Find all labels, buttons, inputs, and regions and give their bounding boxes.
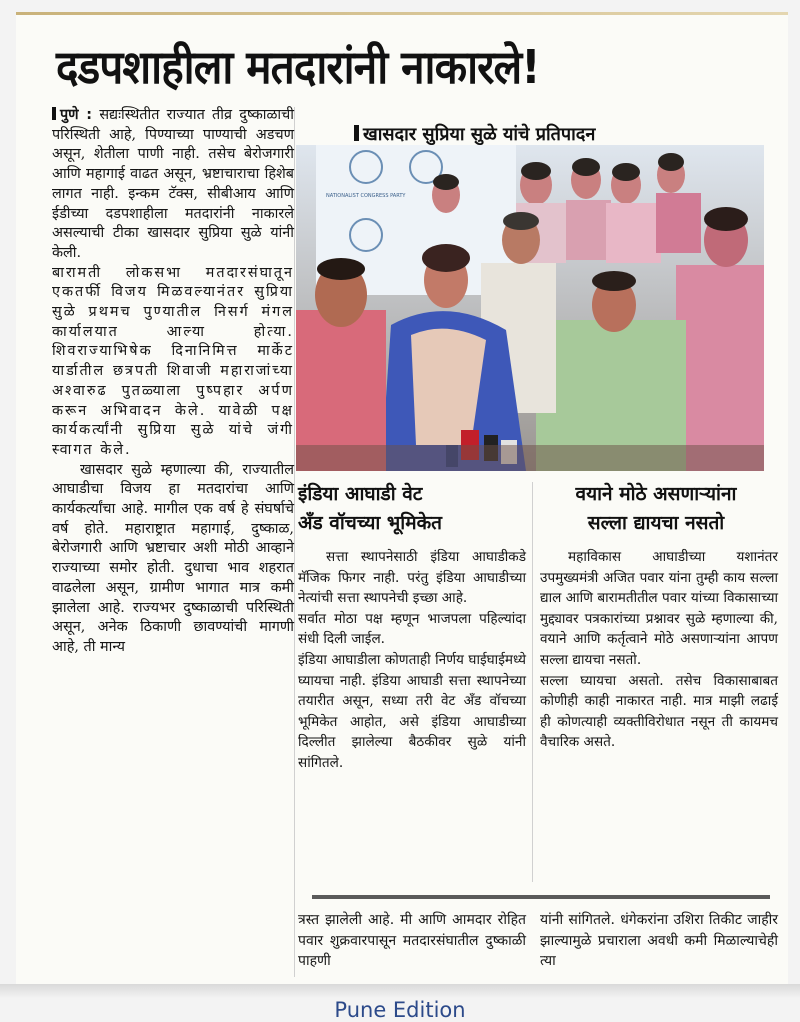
paragraph: सत्ता स्थापनेसाठी इंडिया आघाडीकडे मॅजिक फिगर नाही. परंतु इंडिया आघाडीच्या नेत्यांची सत्ता स्थापनेची इच्छा आहे. [298,549,526,607]
article-column-2-continued [298,910,526,972]
article-column-3-continued [540,910,778,972]
heading-line: वयाने मोठे असणाऱ्यांना [575,483,737,505]
heading-line: अँड वॉचच्या भूमिकेत [298,512,442,534]
banner-text: NATIONALIST CONGRESS PARTY [326,193,406,199]
paragraph: यांनी सांगितले. धंगेकरांना उशिरा तिकीट जाहीर झाल्यामुळे प्रचाराला अवधी कमी मिळाल्याचेही त्या [540,912,778,970]
bullet-marker [52,107,56,120]
paragraph: इंडिया आघाडीला कोणताही निर्णय घाईघाईमध्ये घ्यायचा नाही. इंडिया आघाडी सत्ता स्थापनेच्या तयारीत असून, सध्या तरी वेट अँड वॉचच्या भूमिकेत आहोत, असे इंडिया आघाडीच्या दिल्लीत झालेल्या बैठकीवर सुळे यांनी सांगितले. [298,651,526,771]
edition-label: Pune Edition [334,998,466,1022]
press-conference-photo [296,145,764,471]
article-column-1 [52,106,294,658]
bullet-marker [354,125,359,141]
page-headline: दडपशाहीला मतदारांनी नाकारले! [56,40,540,94]
article-column-2 [298,547,526,774]
page-shadow [0,984,800,998]
heading-line: इंडिया आघाडी वेट [298,483,423,505]
top-border [16,12,788,15]
paragraph: त्रस्त झालेली आहे. मी आणि आमदार रोहित पवार शुक्रवारपासून मतदारसंघातील दुष्काळी पाहणी [298,912,526,970]
sub-headline [354,122,595,146]
column-divider [294,107,295,977]
section-heading [540,480,772,538]
article-column-3 [540,547,778,753]
paragraph: सर्वात मोठा पक्ष म्हणून भाजपला पहिल्यांदा संधी दिली जाईल. [298,610,526,648]
paragraph: खासदार सुळे म्हणाल्या की, राज्यातील आघाडीचा विजय हा मतदारांचा आणि कार्यकर्त्यांचा आहे. मागील एक वर्ष हे संघर्षाचे वर्ष होते. महाराष्ट्रात महागाई, दुष्काळ, बेरोजगारी आणि भ्रष्टाचार अशी मोठी आव्हाने राज्याच्या समोर होती. दुधाचा भाव शहरात वाढलेला असून, ग्रामीण भागात मात्र कमी झालेला आहे. राज्यभर दुष्काळाची परिस्थिती असून, अनेक ठिकाणी छावण्यांची मागणी आहे, ती मान्य [52,461,294,655]
section-heading [298,480,442,538]
paragraph [52,106,294,264]
sub-headline-text: खासदार सुप्रिया सुळे यांचे प्रतिपादन [363,124,596,145]
paragraph-text: सद्यःस्थितीत राज्यात तीव्र दुष्काळाची परिस्थिती आहे, पिण्याच्या पाण्याची अडचण असून, शेतीला पाणी नाही. तसेच बेरोजगारी आणि महागाई वाढत असून, भ्रष्टाचाराचा हिशेब लागत नाही. इन्कम टॅक्स, सीबीआय आणि ईडीच्या दडपशाहीला मतदारांनी नाकारले असल्याची टीका खासदार सुप्रिया सुळे यांनी केली. [52,107,295,261]
paragraph: सल्ला घ्यायचा असतो. तसेच विकासाबाबत कोणीही काही नाकारत नाही. मात्र माझी लढाई ही कोणत्याही व्यक्तीविरोधात नसून ती कायमच वैचारिक असते. [540,672,778,751]
paragraph: बारामती लोकसभा मतदारसंघातून एकतर्फी विजय मिळवल्यानंतर सुप्रिया सुळे प्रथमच पुण्यातील निसर्ग मंगल कार्यालयात आल्या होत्या. शिवराज्याभिषेक दिनानिमित्त मार्केट यार्डातील छत्रपती शिवाजी महाराजांच्या अश्वारुढ पुतळ्याला पुष्पहार अर्पण करून अभिवादन केले. यावेळी पक्ष कार्यकर्त्यांनी सुप्रिया सुळे यांचे जंगी स्वागत केले. [52,264,294,458]
news-photo [296,145,764,471]
paragraph: महाविकास आघाडीच्या यशानंतर उपमुख्यमंत्री अजित पवार यांना तुम्ही काय सल्ला द्याल आणि बारामतीतील पवार यांच्या विकासाच्या मुद्द्यावर पत्रकारांच्या प्रश्नावर सुळे म्हणाल्या की, वयाने आणि कर्तृत्वाने मोठे असणाऱ्यांना आपण सल्ला द्यायचा नसतो. [540,549,778,668]
column-divider [532,482,533,882]
horizontal-rule [312,895,770,899]
heading-line: सल्ला द्यायचा नसतो [587,512,725,534]
dateline: पुणे : [60,107,93,123]
newspaper-clipping [16,12,788,984]
